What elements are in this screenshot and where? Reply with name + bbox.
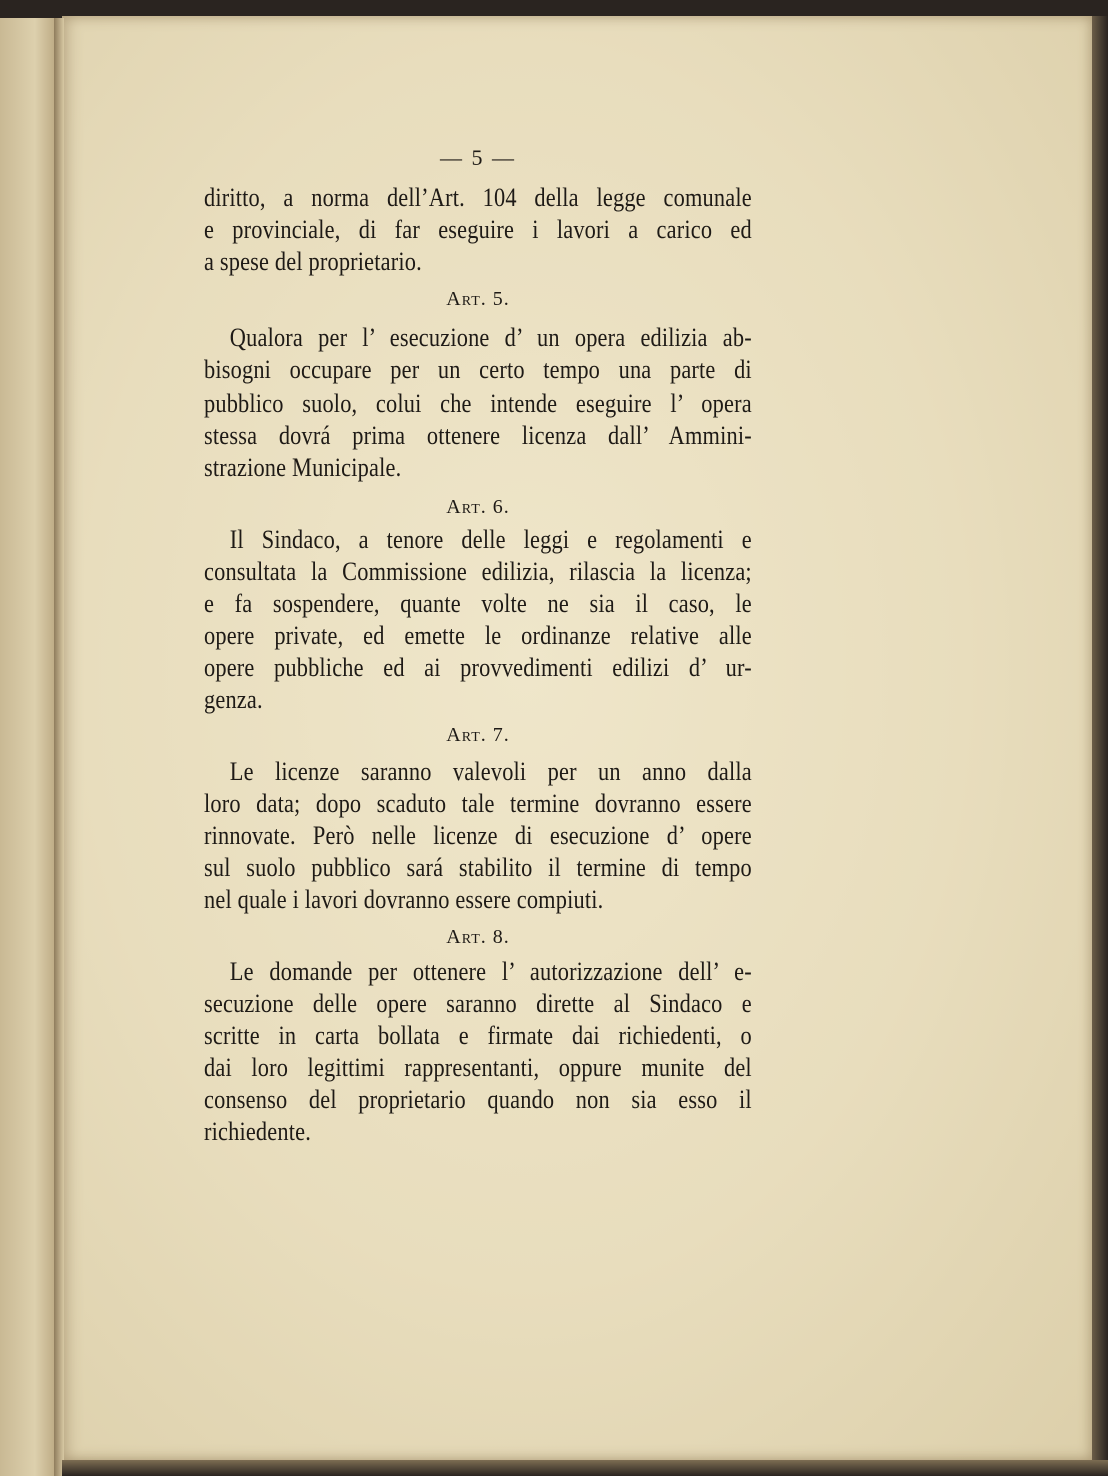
text-line: Il Sindaco, a tenore delle leggi e regolamenti e — [229, 525, 752, 554]
article-heading: Art. 5. — [446, 288, 510, 310]
text-line: Qualora per l’ esecuzione d’ un opera edilizia ab- — [229, 323, 752, 352]
facing-page-edge — [0, 18, 58, 1476]
text-line: consultata la Commissione edilizia, rilascia la licenza; — [204, 557, 752, 586]
text-line: pubblico suolo, colui che intende eseguire l’ opera — [204, 389, 752, 418]
text-line: richiedente. — [204, 1117, 311, 1146]
text-line: a spese del proprietario. — [204, 247, 422, 276]
text-line: strazione Municipale. — [204, 453, 402, 482]
text-line: sul suolo pubblico sará stabilito il termine di tempo — [204, 853, 752, 882]
text-line: Le licenze saranno valevoli per un anno dalla — [229, 757, 752, 786]
text-line: dai loro legittimi rappresentanti, oppure munite del — [204, 1053, 752, 1082]
text-line: loro data; dopo scaduto tale termine dovranno essere — [204, 789, 752, 818]
article-heading: Art. 6. — [446, 496, 510, 518]
text-line: nel quale i lavori dovranno essere compiuti. — [204, 885, 604, 914]
text-line: rinnovate. Però nelle licenze di esecuzione d’ opere — [204, 821, 752, 850]
text-line: opere pubbliche ed ai provvedimenti edilizi d’ ur- — [204, 653, 752, 682]
text-line: Le domande per ottenere l’ autorizzazione dell’ e- — [229, 957, 752, 986]
text-line: e fa sospendere, quante volte ne sia il caso, le — [204, 589, 752, 618]
text-line: diritto, a norma dell’Art. 104 della legge comunale — [204, 183, 752, 212]
text-line: stessa dovrá prima ottenere licenza dall’ Ammini- — [204, 421, 752, 450]
text-line: opere private, ed emette le ordinanze relative alle — [204, 621, 752, 650]
article-heading: Art. 8. — [446, 926, 510, 948]
article-heading: Art. 7. — [446, 724, 510, 746]
text-line: e provinciale, di far eseguire i lavori a carico ed — [204, 215, 752, 244]
text-line: bisogni occupare per un certo tempo una parte di — [204, 355, 752, 384]
page-right-shadow — [1092, 16, 1108, 1476]
page-number: — 5 — — [440, 145, 516, 170]
page-bottom-shadow — [62, 1460, 1108, 1476]
book-gutter — [54, 18, 64, 1476]
text-line: scritte in carta bollata e firmate dai richiedenti, o — [204, 1021, 752, 1050]
text-line: consenso del proprietario quando non sia esso il — [204, 1085, 752, 1114]
text-line: genza. — [204, 685, 263, 714]
text-line: secuzione delle opere saranno dirette al Sindaco e — [204, 989, 752, 1018]
